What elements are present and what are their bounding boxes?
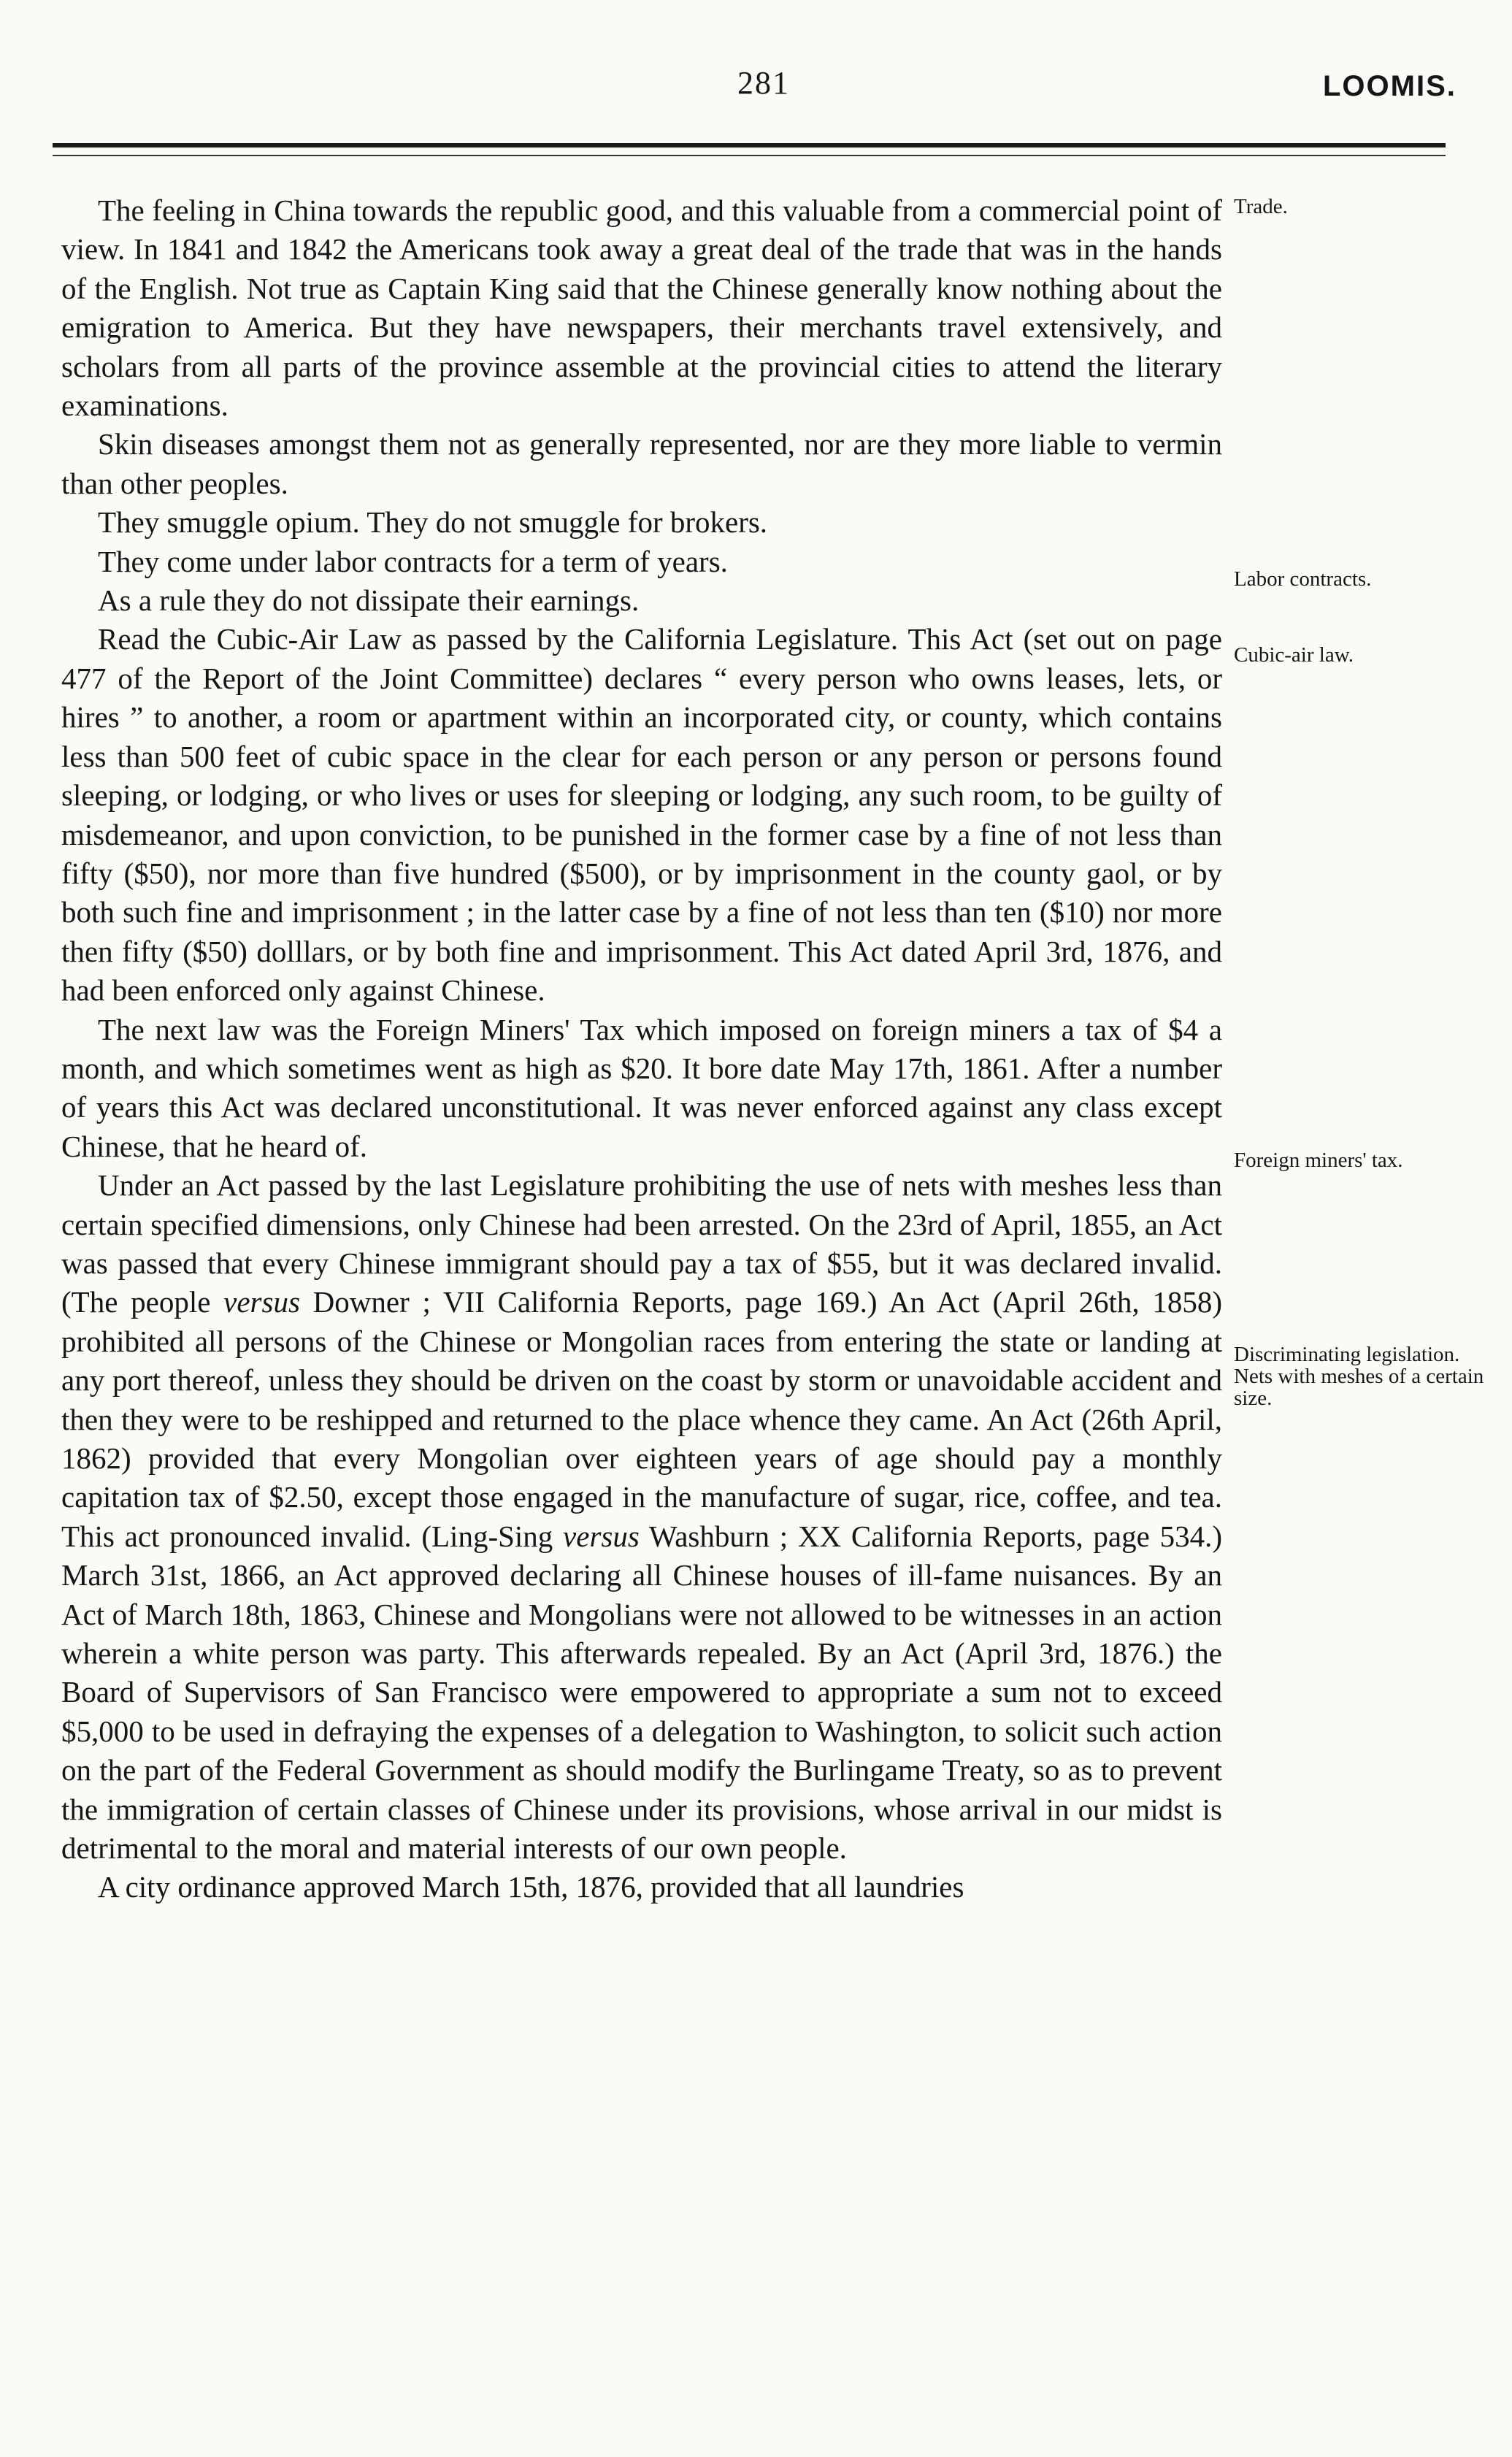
paragraph-earnings: As a rule they do not dissipate their earnings.: [98, 583, 640, 618]
margin-note-cubic-air-law: Cubic-air law.: [1234, 643, 1354, 667]
italic-versus: versus: [223, 1285, 300, 1319]
italic-versus: versus: [563, 1519, 640, 1553]
paragraph-trade: The feeling in China towards the republic good, and this valuable from a commercial point of view. In 1841 and 1842 the Americans took away a great deal of the trade that was in the hands of the English. Not true as Captain King said that the Chinese generally know nothing about the emigration to America. But they have newspapers, their merchants travel extensively, and scholars from all parts of the province assemble at the provincial cities to attend the literary examinations.: [61, 193, 1222, 423]
header-rule-thick: [53, 143, 1446, 147]
paragraph-city-ordinance: A city ordinance approved March 15th, 1876, provided that all laundries: [98, 1870, 964, 1904]
text-run: Under an Act passed by the last Legislature prohibiting the use of nets with meshes less than certain specified dimensions, only Chinese had been arrested. On the 23rd of April, 1855, an Act was passed that every Chinese immigrant should pay a tax of $55, but it was declared invalid. (The people: [61, 1168, 1222, 1319]
page-number: 281: [737, 65, 790, 101]
paragraph-skin-diseases: Skin diseases amongst them not as generally represented, nor are they more liable to vermin than other peoples.: [61, 427, 1222, 500]
margin-note-discriminating-legislation: Discriminating legislation. Nets with meshes of a certain size.: [1234, 1343, 1484, 1410]
page-header: [0, 44, 1512, 102]
margin-note-trade: Trade.: [1234, 195, 1288, 218]
paragraph-opium: They smuggle opium. They do not smuggle for brokers.: [98, 505, 768, 540]
paragraph-discriminating-legislation: [61, 1166, 1222, 1868]
text-run: Washburn ; XX California Reports, page 534.) March 31st, 1866, an Act approved declaring all Chinese houses of ill-fame nuisances. By an Act of March 18th, 1863, Chinese and Mongolians were not allowed to be witnesses in an action wherein a white person was party. This afterwards repealed. By an Act (April 3rd, 1876.) the Board of Supervisors of San Francisco were empowered to appropriate a sum not to exceed $5,000 to be used in defraying the expenses of a delegation to Washington, to solicit such action on the part of the Federal Government as should modify the Burlingame Treaty, so as to prevent the immigration of certain classes of Chinese under its provisions, whose arrival in our midst is detrimental to the moral and material interests of our own people.: [61, 1519, 1222, 1866]
margin-note-foreign-miners-tax: Foreign miners' tax.: [1234, 1149, 1403, 1172]
paragraph-cubic-air-law: Read the Cubic-Air Law as passed by the California Legislature. This Act (set out on page 477 of the Report of the Joint Committee) declares “ every person who owns leases, lets, or hires ” to another, a room or apartment within an incorporated city, or county, which contains less than 500 feet of cubic space in the clear for each person or any person or persons found sleeping, or lodging, or who lives or uses for sleeping or lodging, any such room, to be guilty of misdemeanor, and upon conviction, to be punished in the former case by a fine of not less than fifty ($50), nor more than five hundred ($500), or by imprisonment in the county gaol, or by both such fine and imprisonment ; in the latter case by a fine of not less than ten ($10) nor more then fifty ($50) dolllars, or by both fine and imprisonment. This Act dated April 3rd, 1876, and had been enforced only against Chinese.: [61, 622, 1222, 1008]
paragraph-foreign-miners-tax: The next law was the Foreign Miners' Tax which imposed on foreign miners a tax of $4 a month, and which sometimes went as high as $20. It bore date May 17th, 1861. After a number of years this Act was declared unconstitutional. It was never enforced against any class except Chinese, that he heard of.: [61, 1012, 1222, 1163]
body-text: [61, 191, 1222, 1907]
text-run: Downer ; VII California Reports, page 169.) An Act (April 26th, 1858) prohibited all persons of the Chinese or Mongolian races from entering the state or landing at any port thereof, unless they should be driven on the coast by storm or unavoidable accident and then they were to be reshipped and returned to the place whence they came. An Act (26th April, 1862) provided that every Mongolian over eighteen years of age should pay a monthly capitation tax of $2.50, except those engaged in the manufacture of sugar, rice, coffee, and tea. This act pronounced invalid. (Ling-Sing: [61, 1285, 1222, 1553]
margin-note-labor-contracts: Labor contracts.: [1234, 567, 1372, 591]
running-head: LOOMIS.: [1323, 70, 1457, 102]
paragraph-labor-contracts: They come under labor contracts for a term of years.: [98, 544, 728, 578]
header-rule-thin: [53, 155, 1446, 156]
